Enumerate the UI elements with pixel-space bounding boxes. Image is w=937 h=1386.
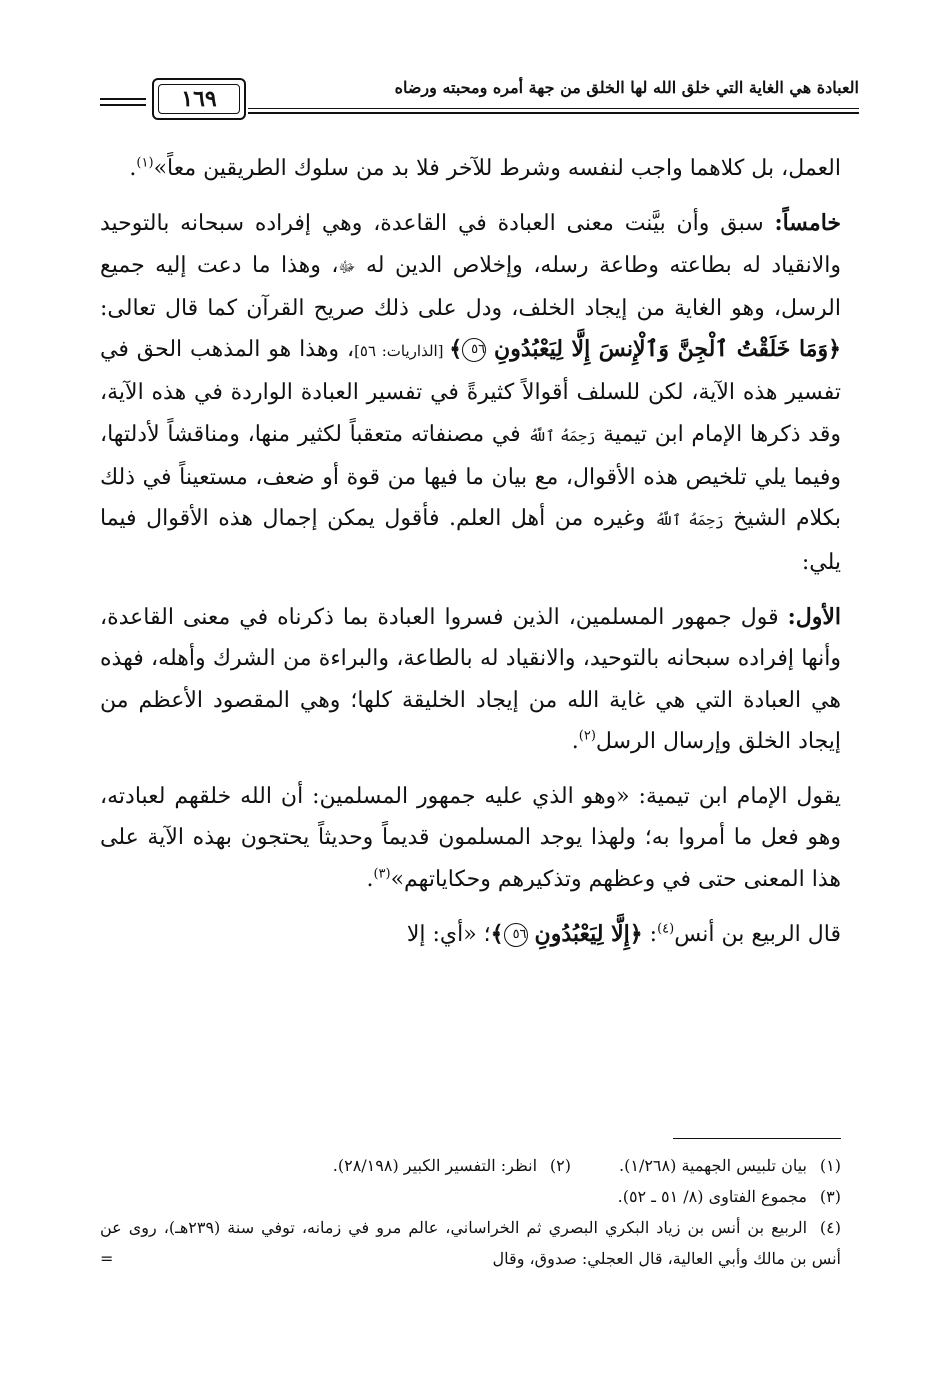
footnote: (٢)انظر: التفسير الكبير (٢٨/١٩٨).: [333, 1150, 571, 1181]
quran-verse: ﴿وَمَا خَلَقْتُ ٱلْجِنَّ وَٱلْإِنسَ إِلَّا لِيَعْبُدُونِ: [494, 336, 841, 363]
header-rule: [248, 108, 859, 109]
ayah-number-icon: ٥٦: [504, 923, 528, 947]
header-left-rule: [100, 98, 146, 100]
honorific-glyph: ﷻ: [338, 257, 356, 276]
header-left-rule: [100, 104, 146, 106]
footnote-separator: [673, 1138, 841, 1139]
footnote: (١)بيان تلبيس الجهمية (١/٢٦٨).: [619, 1150, 841, 1181]
paragraph-lead: خامساً:: [774, 210, 841, 237]
header-rule: [248, 112, 859, 114]
footnote-number: (٢): [549, 1156, 572, 1175]
footnote-number: (١): [819, 1156, 841, 1175]
page-number: ١٦٩: [181, 86, 217, 112]
footnote: (٣)مجموع الفتاوى (٨/ ٥١ ـ ٥٢).: [100, 1181, 841, 1212]
footnote-number: (٣): [819, 1187, 841, 1206]
footnote-ref[interactable]: (٣): [373, 866, 391, 882]
footnotes: [100, 1150, 841, 1274]
running-header: [100, 68, 859, 124]
ayah-number-icon: ٥٦: [462, 338, 486, 362]
paragraph: خامساً: سبق وأن بيَّنت معنى العبادة في القاعدة، وهي إفراده سبحانه بالتوحيد والانقياد له بطاعته وطاعة رسله، وإخلاص الدين له ﷻ، وهذا ما دعت إليه جميع الرسل، وهو الغاية من إيجاد الخلف، ودل على ذلك صريح القرآن كما قال تعالى: ﴿وَمَا خَلَقْتُ ٱلْجِنَّ وَٱلْإِنسَ إِلَّا لِيَعْبُدُونِ ٥٦﴾ [الذاريات: ٥٦]، وهذا هو المذهب الحق في تفسير هذه الآية، لكن للسلف أقوالاً كثيرةً في تفسير العبادة الواردة في هذه الآية، وقد ذكرها الإمام ابن تيمية رَحِمَهُ ٱللَّهُ في مصنفاته متعقباً لكثير منها، ومناقشاً لأدلتها، وفيما يلي تلخيص هذه الأقوال، مع بيان ما فيها من قوة أو ضعف، مستعيناً في ذلك بكلام الشيخ رَحِمَهُ ٱللَّهُ وغيره من أهل العلم. فأقول يمكن إجمال هذه الأقوال فيما يلي:: [100, 210, 841, 575]
page-number-frame: [152, 78, 246, 120]
verse-source: [الذاريات: ٥٦]: [354, 342, 450, 361]
header-title: العبادة هي الغاية التي خلق الله لها الخلق من جهة أمره ومحبته ورضاه: [394, 78, 859, 97]
paragraph: يقول الإمام ابن تيمية: «وهو الذي عليه جمهور المسلمين: أن الله خلقهم لعبادته، وهو فعل ما أمروا به؛ ولهذا يوجد المسلمون قديماً وحديثاً يحتجون بهذه الآية على هذا المعنى حتى في وعظهم وتذكيرهم وحكاياتهم»$^{(٣)}$.: [100, 784, 841, 892]
footnote-number: (٤): [819, 1218, 842, 1237]
honorific-glyph: رَحِمَهُ ٱللَّهُ: [654, 511, 724, 530]
footnote: (٤)الربيع بن أنس بن زياد البكري البصري ثم الخراساني، عالم مرو في زمانه، توفي سنة (٢٣٩هـ)، روى عن أنس بن مالك وأبي العالية، قال العجلي: صدوق، وقال =: [100, 1212, 841, 1274]
footnote-ref[interactable]: (١): [136, 155, 154, 171]
footnote-ref[interactable]: (٢): [578, 728, 596, 744]
paragraph: قال الربيع بن أنس$^{(٤)}$: ﴿إِلَّا لِيَعْبُدُونِ ٥٦﴾؛ «أي: إلا: [406, 921, 841, 948]
quran-verse: ﴿إِلَّا لِيَعْبُدُونِ: [534, 921, 643, 948]
paragraph: الأول: قول جمهور المسلمين، الذين فسروا العبادة بما ذكرناه في معنى القاعدة، وأنها إفراده سبحانه بالتوحيد، والانقياد له بالطاعة، والبراءة من الشرك وأهله، فهذه هي العبادة التي هي غاية الله من إيجاد الخليقة كلها؛ وهي المقصود الأعظم من إيجاد الخلق وإرسال الرسل$^{(٢)}$.: [100, 603, 841, 754]
paragraph: العمل، بل كلاهما واجب لنفسه وشرط للآخر فلا بد من سلوك الطريقين معاً»$^{(١)}$.: [129, 155, 841, 181]
body-text: [100, 148, 841, 955]
honorific-glyph: رَحِمَهُ ٱللَّهُ: [528, 426, 596, 445]
footnote-row: [100, 1150, 841, 1181]
continuation-mark: =: [100, 1249, 114, 1268]
footnote-ref[interactable]: (٤): [657, 921, 675, 937]
paragraph-lead: الأول:: [787, 603, 841, 630]
